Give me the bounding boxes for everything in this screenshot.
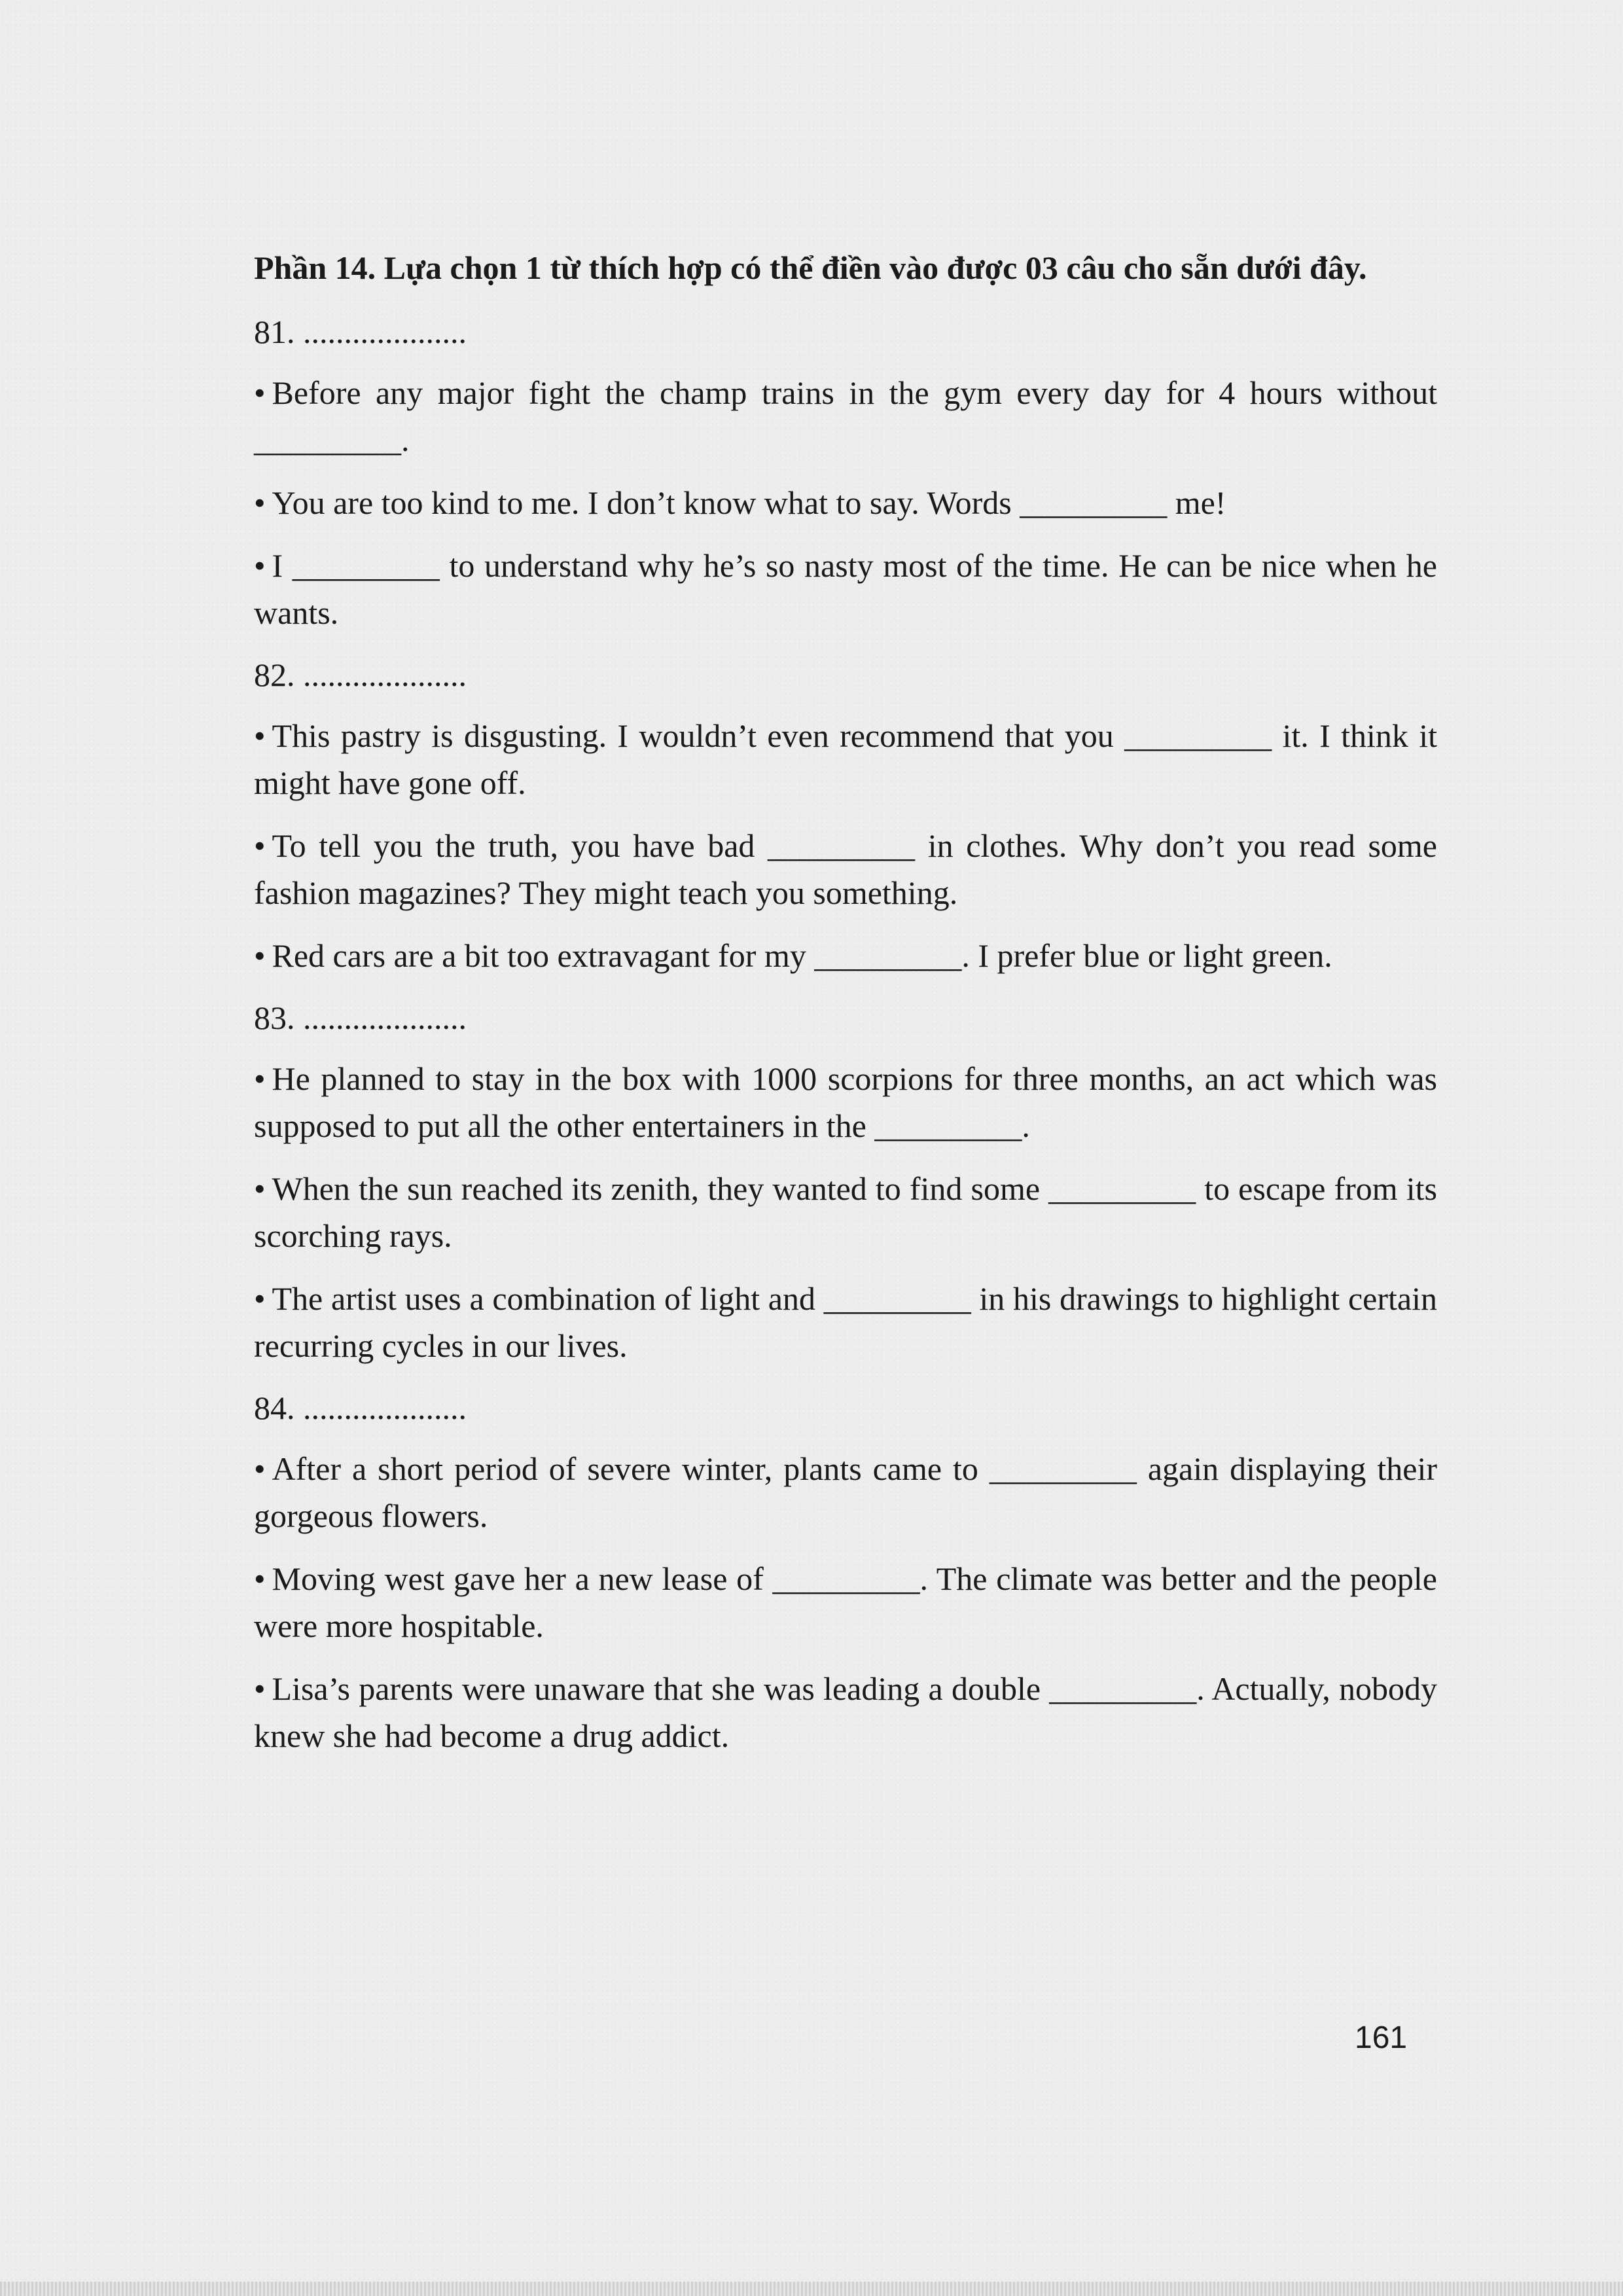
question-group-83 bbox=[254, 995, 1437, 1369]
sentence-text: This pastry is disgusting. I wouldn’t even recommend that you _________ it. I think it might have gone off. bbox=[254, 717, 1437, 801]
question-group-82 bbox=[254, 652, 1437, 979]
sentence-item bbox=[254, 712, 1437, 806]
bullet-icon: • bbox=[254, 547, 266, 584]
question-number: 84. .................... bbox=[254, 1390, 467, 1426]
page-number: 161 bbox=[1355, 2020, 1408, 2055]
sentence-item bbox=[254, 1555, 1437, 1649]
sentence-item bbox=[254, 932, 1437, 979]
scan-edge-divider bbox=[0, 2282, 1623, 2296]
sentence-text: After a short period of severe winter, plants came to _________ again displaying their gorgeous flowers. bbox=[254, 1450, 1437, 1534]
sentence-item bbox=[254, 1665, 1437, 1759]
sentence-item bbox=[254, 542, 1437, 636]
bullet-icon: • bbox=[254, 1060, 266, 1097]
question-number: 83. .................... bbox=[254, 999, 467, 1036]
bullet-icon: • bbox=[254, 1670, 266, 1707]
sentence-text: The artist uses a combination of light and _________ in his drawings to highlight certain recurring cycles in our lives. bbox=[254, 1280, 1437, 1364]
bullet-icon: • bbox=[254, 484, 266, 521]
sentence-item bbox=[254, 369, 1437, 463]
sentence-text: I _________ to understand why he’s so nasty most of the time. He can be nice when he wants. bbox=[254, 547, 1437, 631]
sentence-text: Lisa’s parents were unaware that she was leading a double _________. Actually, nobody knew she had become a drug addict. bbox=[254, 1670, 1437, 1754]
sentence-text: Moving west gave her a new lease of _________. The climate was better and the people were more hospitable. bbox=[254, 1560, 1437, 1644]
sentence-item bbox=[254, 1275, 1437, 1369]
bullet-icon: • bbox=[254, 827, 266, 864]
sentence-text: Red cars are a bit too extravagant for my _________. I prefer blue or light green. bbox=[272, 937, 1332, 974]
sentence-text: He planned to stay in the box with 1000 scorpions for three months, an act which was supposed to put all the other entertainers in the _________. bbox=[254, 1060, 1437, 1144]
bullet-icon: • bbox=[254, 1560, 266, 1597]
sentence-item bbox=[254, 1055, 1437, 1149]
sentence-text: To tell you the truth, you have bad _________ in clothes. Why don’t you read some fashion magazines? They might teach you something. bbox=[254, 827, 1437, 911]
bullet-icon: • bbox=[254, 1170, 266, 1207]
question-number: 82. .................... bbox=[254, 656, 467, 693]
question-group-81 bbox=[254, 309, 1437, 636]
sentence-text: Before any major fight the champ trains in the gym every day for 4 hours without _________. bbox=[254, 374, 1437, 458]
bullet-icon: • bbox=[254, 1280, 266, 1317]
section-heading: Phần 14. Lựa chọn 1 từ thích hợp có thể điền vào được 03 câu cho sẵn dưới đây. bbox=[254, 249, 1367, 286]
exercise-content bbox=[254, 243, 1437, 1775]
sentence-text: You are too kind to me. I don’t know what to say. Words _________ me! bbox=[272, 484, 1226, 521]
sentence-item bbox=[254, 479, 1437, 526]
question-group-84 bbox=[254, 1385, 1437, 1759]
bullet-icon: • bbox=[254, 717, 266, 754]
sentence-text: When the sun reached its zenith, they wanted to find some _________ to escape from its scorching rays. bbox=[254, 1170, 1437, 1254]
bullet-icon: • bbox=[254, 374, 266, 411]
sentence-item bbox=[254, 822, 1437, 916]
sentence-item bbox=[254, 1165, 1437, 1259]
question-number: 81. .................... bbox=[254, 314, 467, 350]
bullet-icon: • bbox=[254, 1450, 266, 1487]
sentence-item bbox=[254, 1445, 1437, 1539]
bullet-icon: • bbox=[254, 937, 266, 974]
